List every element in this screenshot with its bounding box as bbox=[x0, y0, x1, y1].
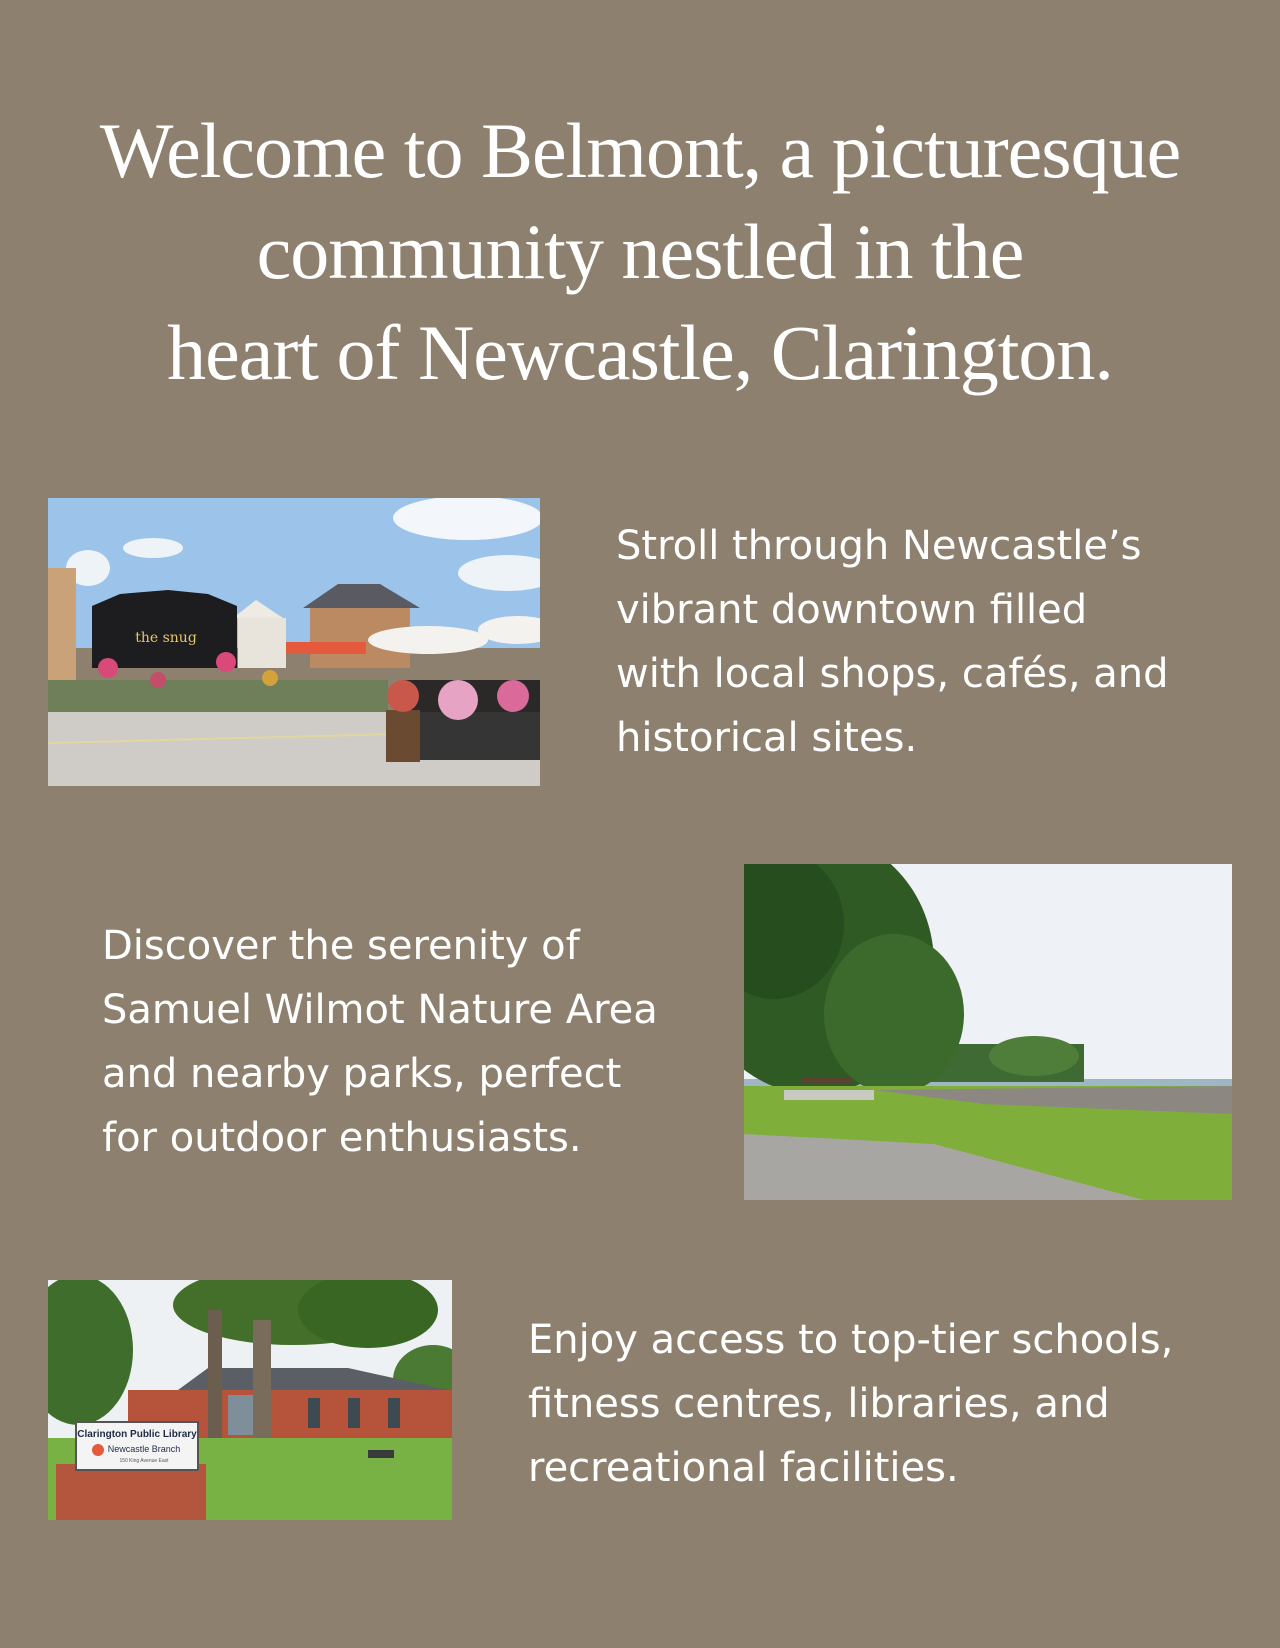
blurb-line: recreational facilities. bbox=[528, 1445, 959, 1491]
nature-area-photo bbox=[744, 864, 1232, 1200]
blurb-line: and nearby parks, perfect bbox=[102, 1051, 622, 1097]
downtown-blurb bbox=[616, 514, 1169, 770]
blurb-line: Samuel Wilmot Nature Area bbox=[102, 987, 658, 1033]
library-photo bbox=[48, 1280, 452, 1520]
library-sign-title: Clarington Public Library bbox=[77, 1429, 197, 1440]
hero-line: community nestled in the bbox=[256, 208, 1024, 295]
storefront-sign-text: the snug bbox=[135, 630, 197, 646]
blurb-line: Stroll through Newcastle’s bbox=[616, 523, 1142, 569]
blurb-line: Enjoy access to top-tier schools, bbox=[528, 1317, 1174, 1363]
nature-blurb bbox=[102, 914, 658, 1170]
library-blurb bbox=[528, 1308, 1173, 1500]
blurb-line: Discover the serenity of bbox=[102, 923, 580, 969]
blurb-line: vibrant downtown filled bbox=[616, 587, 1088, 633]
blurb-line: historical sites. bbox=[616, 715, 918, 761]
blurb-line: with local shops, cafés, and bbox=[616, 651, 1169, 697]
library-sign-address: 150 King Avenue East bbox=[119, 1458, 169, 1464]
blurb-line: fitness centres, libraries, and bbox=[528, 1381, 1110, 1427]
hero-line: heart of Newcastle, Clarington. bbox=[167, 309, 1113, 396]
hero-line: Welcome to Belmont, a picturesque bbox=[99, 107, 1181, 194]
hero-heading bbox=[60, 100, 1220, 403]
library-sign-branch: Newcastle Branch bbox=[107, 1444, 181, 1454]
blurb-line: for outdoor enthusiasts. bbox=[102, 1115, 582, 1161]
downtown-photo bbox=[48, 498, 540, 786]
